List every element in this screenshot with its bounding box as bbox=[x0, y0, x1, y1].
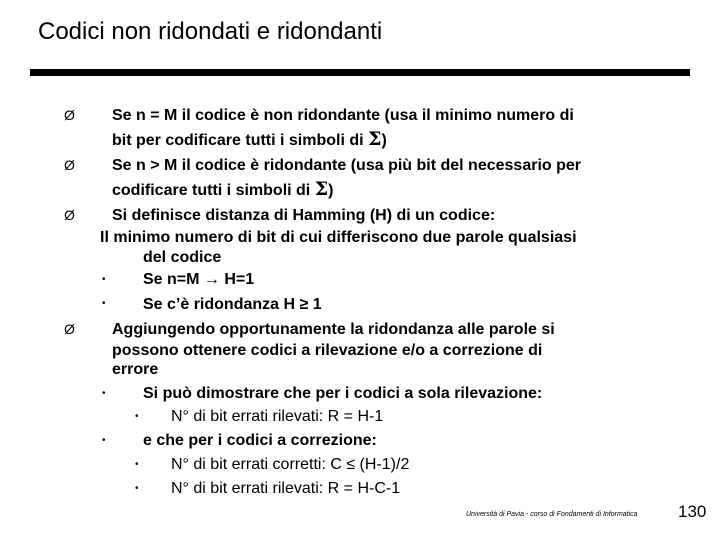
bullet-4-sub-2: e che per i codici a correzione: bbox=[143, 432, 377, 449]
dot-bullet-icon: • bbox=[102, 298, 106, 309]
bullet-3-sub-1: Se n=M → H=1 bbox=[143, 271, 255, 288]
dot-bullet-icon: • bbox=[102, 435, 106, 446]
bullet-3-sub-2: Se c’è ridondanza H ≥ 1 bbox=[143, 296, 322, 313]
bullet-4-sub-1-item-1: N° di bit errati rilevati: R = H-1 bbox=[171, 408, 384, 425]
footer-text: Università di Pavia - corso di Fondamenti di Informatica bbox=[466, 511, 638, 518]
arrow-bullet-icon: Ø bbox=[64, 107, 75, 123]
arrow-bullet-icon: Ø bbox=[64, 207, 75, 223]
arrow-bullet-icon: Ø bbox=[64, 321, 75, 337]
bullet-4-sub-2-item-1: N° di bit errati corretti: C ≤ (H-1)/2 bbox=[171, 456, 410, 473]
dot-bullet-icon: • bbox=[135, 459, 139, 470]
bullet-3-line-1: Si definisce distanza di Hamming (H) di un codice: bbox=[112, 207, 496, 224]
arrow-bullet-icon: Ø bbox=[64, 157, 75, 173]
bullet-1-line-2: bit per codificare tutti i simboli di Σ) bbox=[112, 128, 387, 150]
bullet-2-line-1: Se n > M il codice è ridondante (usa più bit del necessario per bbox=[112, 157, 582, 174]
sigma-symbol: Σ bbox=[314, 178, 329, 200]
bullet-4-line-2: possono ottenere codici a rilevazione e/o a correzione di bbox=[112, 342, 543, 359]
bullet-4-sub-2-item-2: N° di bit errati rilevati: R = H-C-1 bbox=[171, 480, 401, 497]
bullet-3-line-2: Il minimo numero di bit di cui differiscono due parole qualsiasi bbox=[100, 229, 577, 246]
slide-title: Codici non ridondati e ridondanti bbox=[38, 18, 383, 45]
bullet-3-line-3: del codice bbox=[143, 249, 222, 266]
bullet-4-sub-1: Si può dimostrare che per i codici a sola rilevazione: bbox=[143, 385, 543, 402]
dot-bullet-icon: • bbox=[135, 483, 139, 494]
bullet-2-line-2: codificare tutti i simboli di Σ) bbox=[112, 178, 334, 200]
dot-bullet-icon: • bbox=[135, 411, 139, 422]
bullet-4-line-1: Aggiungendo opportunamente la ridondanza alle parole si bbox=[112, 321, 555, 338]
bullet-4-line-3: errore bbox=[112, 361, 159, 378]
sigma-symbol: Σ bbox=[368, 128, 382, 150]
dot-bullet-icon: • bbox=[102, 388, 106, 399]
page-number: 130 bbox=[678, 502, 707, 521]
title-divider bbox=[30, 69, 690, 76]
dot-bullet-icon: • bbox=[102, 274, 106, 285]
bullet-1-line-1: Se n = M il codice è non ridondante (usa il minimo numero di bbox=[112, 107, 574, 124]
